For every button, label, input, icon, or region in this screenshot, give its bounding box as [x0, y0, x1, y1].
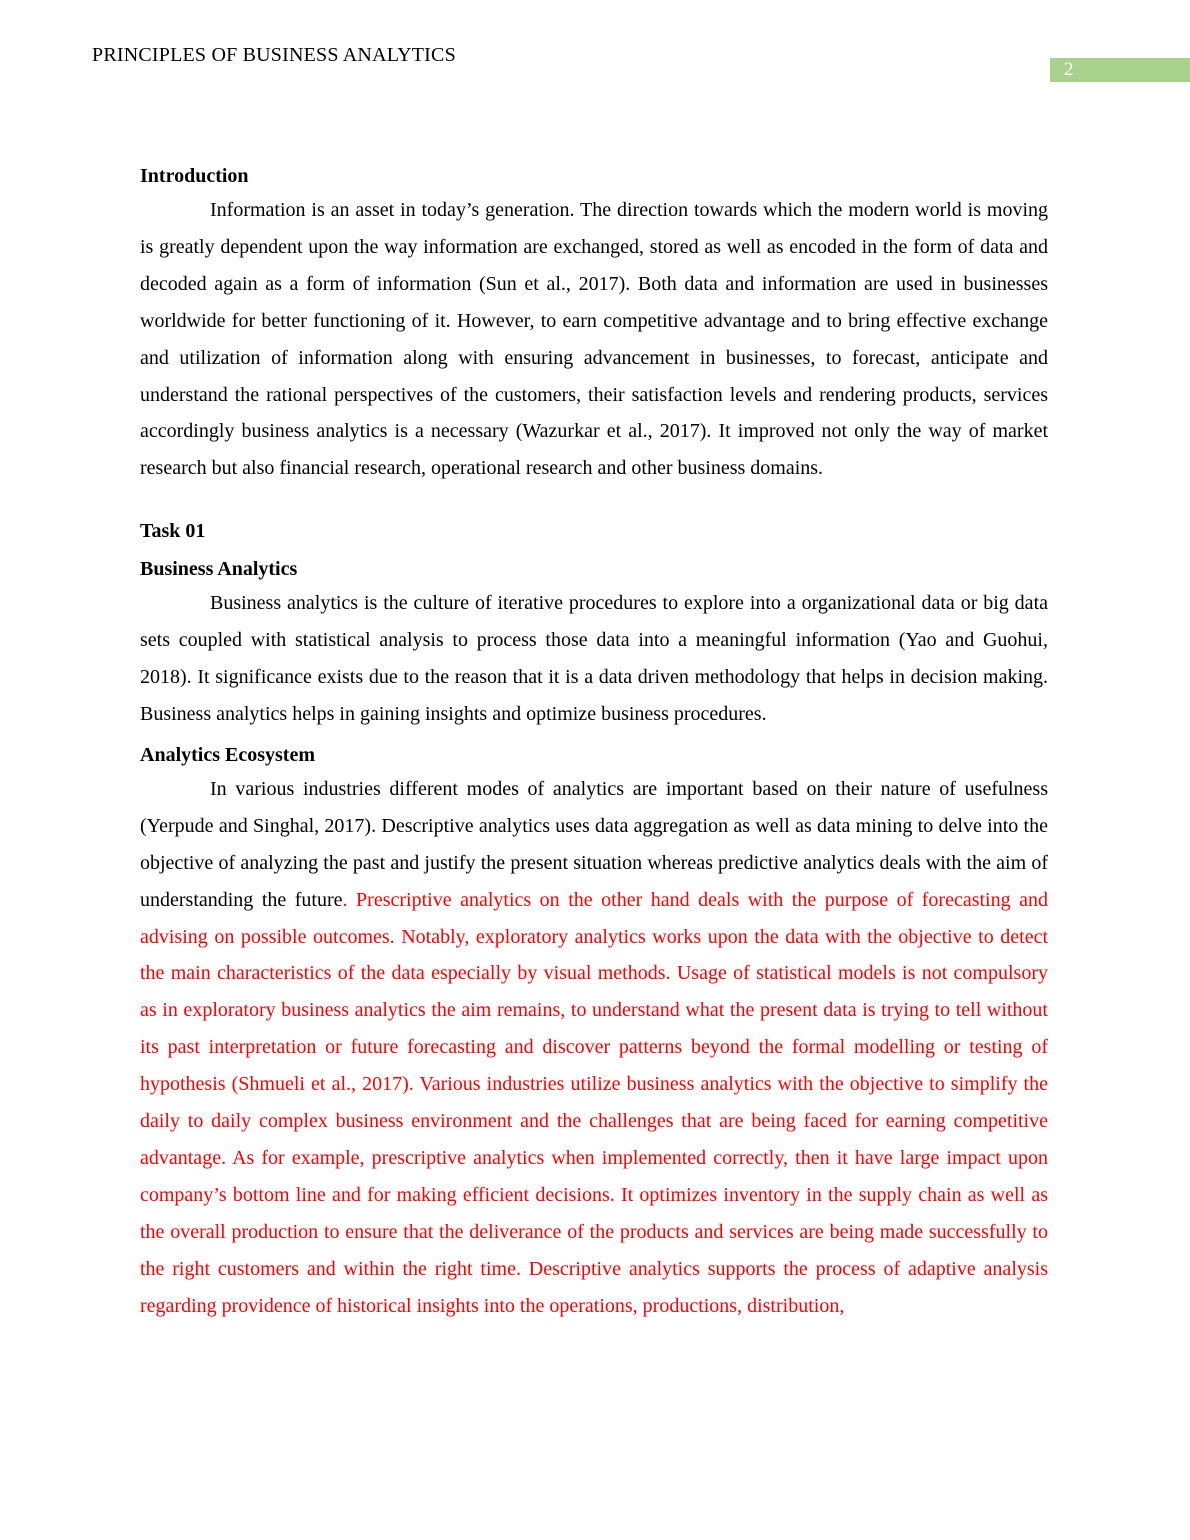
business-analytics-paragraph: Business analytics is the culture of iterative procedures to explore into a organizational data or big data sets coupled with statistical analysis to process those data into a meaningful information (Yao and Guohui, 2018). It significance exists due to the reason that it is a data driven methodology that helps in decision making. Business analytics helps in gaining insights and optimize business procedures.	[140, 592, 1048, 725]
ecosystem-text-black: In various industries different modes of analytics are important based on their nature of usefulness (Yerpude and Singhal, 2017). Descriptive analytics uses data aggregation as well as data mining to delve into the objective of analyzing the past and justify the present situation whereas predictive analytics deals with the aim of understanding the future	[140, 777, 1048, 911]
business-analytics-heading: Business Analytics	[140, 558, 298, 581]
page-number-badge: 2	[1050, 58, 1190, 82]
analytics-ecosystem-heading: Analytics Ecosystem	[140, 743, 315, 766]
analytics-ecosystem-paragraph	[140, 771, 1048, 1325]
ecosystem-text-red: . Prescriptive analytics on the other hand deals with the purpose of forecasting and advising on possible outcomes. Notably, exploratory analytics works upon the data with the objective to detect the main characteristics of the data especially by visual methods. Usage of statistical models is not compulsory as in exploratory business analytics the aim remains, to understand what the present data is trying to tell without its past interpretation or future forecasting and discover patterns beyond the formal modelling or testing of hypothesis (Shmueli et al., 2017). Various industries utilize business analytics with the objective to simplify the daily to daily complex business environment and the challenges that are being faced for earning competitive advantage. As for example, prescriptive analytics when implemented correctly, then it have large impact upon company’s bottom line and for making efficient decisions. It optimizes inventory in the supply chain as well as the overall production to ensure that the deliverance of the products and services are being made successfully to the right customers and within the right time. Descriptive analytics supports the process of adaptive analysis regarding providence of historical insights into the operations, productions, distribution,	[140, 888, 1048, 1317]
introduction-paragraph: Information is an asset in today’s generation. The direction towards which the modern world is moving is greatly dependent upon the way information are exchanged, stored as well as encoded in the form of data and decoded again as a form of information (Sun et al., 2017). Both data and information are used in businesses worldwide for better functioning of it. However, to earn competitive advantage and to bring effective exchange and utilization of information along with ensuring advancement in businesses, to forecast, anticipate and understand the rational perspectives of the customers, their satisfaction levels and rendering products, services accordingly business analytics is a necessary (Wazurkar et al., 2017). It improved not only the way of market research but also financial research, operational research and other business domains.	[140, 199, 1048, 480]
document-body	[140, 160, 1048, 1324]
task-heading: Task 01	[140, 520, 206, 543]
running-header: PRINCIPLES OF BUSINESS ANALYTICS	[92, 44, 456, 66]
introduction-heading: Introduction	[140, 165, 249, 187]
